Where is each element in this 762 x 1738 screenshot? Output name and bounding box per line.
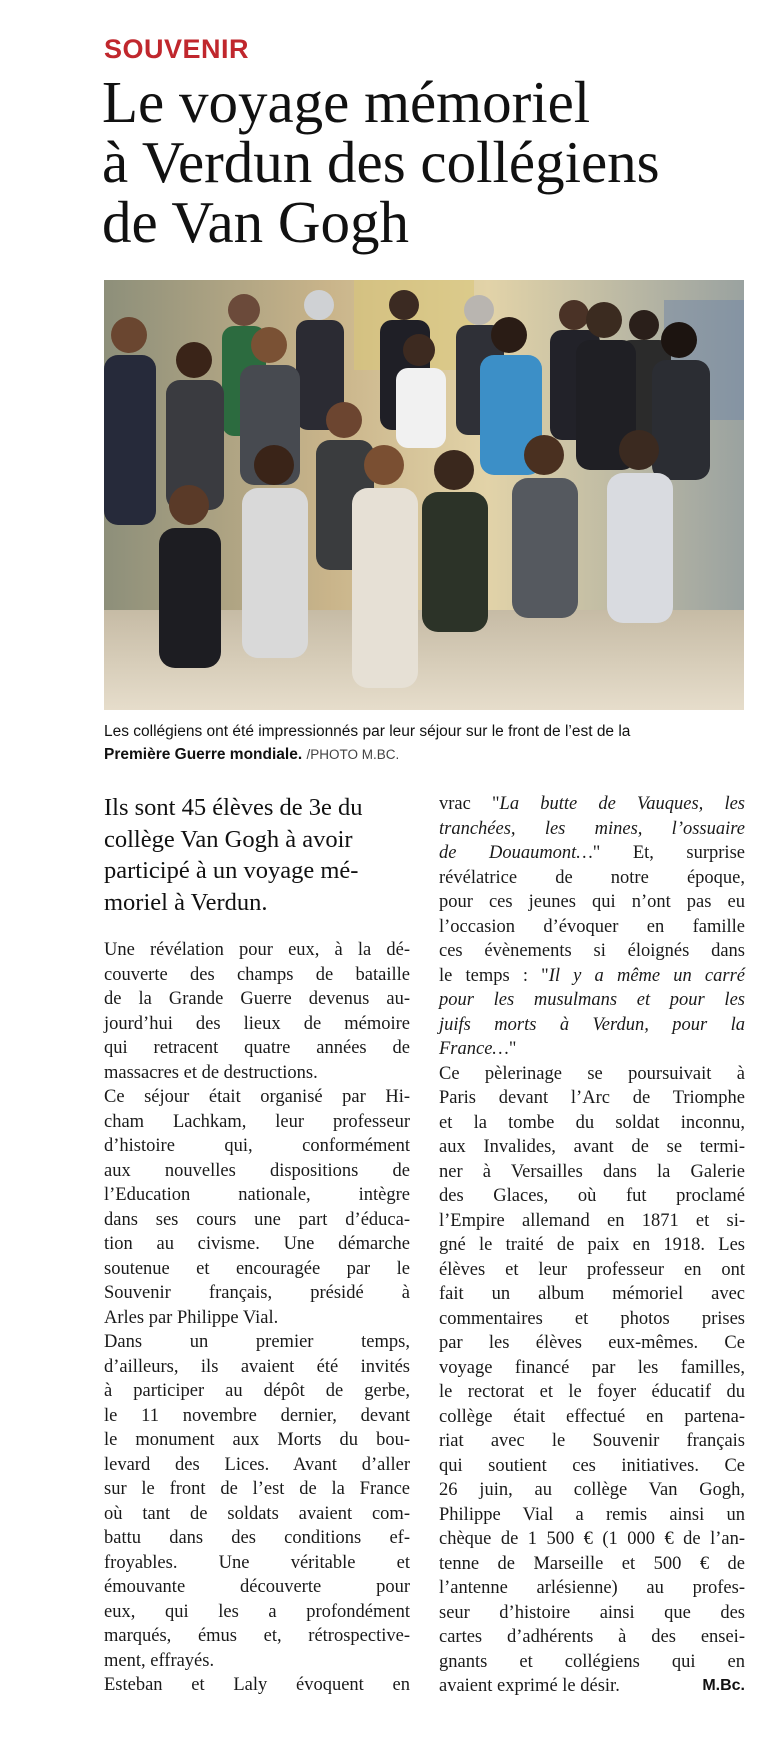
- body-line: [439, 1013, 745, 1038]
- body-line: où tant de soldats avaient com-: [104, 1503, 410, 1524]
- body-line: gnants et collégiens qui en: [439, 1651, 745, 1672]
- body-line: Esteban et Laly évoquent en: [104, 1675, 410, 1695]
- body-line: le monument aux Morts du bou-: [104, 1430, 410, 1450]
- article-headline: [102, 69, 742, 255]
- body-line: [439, 1037, 745, 1062]
- body-line: ces évènements si éloignés dans: [439, 941, 745, 961]
- body-line: cham Lachkam, leur professeur: [104, 1111, 410, 1132]
- lead-line: Ils sont 45 élèves de 3e du: [104, 794, 363, 821]
- quote-run: pour les musulmans et pour les: [439, 990, 745, 1010]
- body-line: Dans un premier temps,: [104, 1332, 410, 1352]
- body-line: sur le front de l’est de la France: [104, 1479, 410, 1499]
- body-line: d’ailleurs, ils avaient été invités: [104, 1356, 410, 1377]
- body-line: [439, 792, 745, 817]
- body-line: eux, qui les a profondément: [104, 1601, 410, 1622]
- body-line: jourd’hui des lieux de mémoire: [104, 1013, 410, 1034]
- text-run: " Et, surprise: [592, 843, 745, 863]
- body-line: des Glaces, où fut proclamé: [439, 1186, 745, 1206]
- body-line: seur d’histoire ainsi que des: [439, 1602, 745, 1623]
- lead-line: moriel à Verdun.: [104, 888, 268, 916]
- body-line: marqués, émus et, rétrospective-: [104, 1626, 410, 1646]
- body-line: cartes d’adhérents à des ensei-: [439, 1627, 745, 1647]
- group-photo-illustration: [104, 280, 744, 710]
- lead-line: participé à un voyage mé-: [104, 857, 359, 884]
- body-line: voyage financé par les familles,: [439, 1357, 745, 1378]
- body-line: l’occasion d’évoquer en famille: [439, 916, 745, 937]
- body-line: fait un album mémoriel avec: [439, 1284, 745, 1304]
- text-run: avaient exprimé le désir.: [439, 1676, 620, 1696]
- body-line: [439, 964, 745, 989]
- article-column-left: [104, 792, 410, 1698]
- body-line: levard des Lices. Avant d’aller: [104, 1454, 410, 1475]
- body-line: révélatrice de notre époque,: [439, 867, 745, 888]
- photo-caption: [104, 720, 744, 766]
- body-line: ment, effrayés.: [104, 1650, 215, 1671]
- headline-line: de Van Gogh: [102, 189, 409, 255]
- body-line-last: [439, 1674, 745, 1699]
- quote-run: de Douaumont…: [439, 843, 593, 863]
- body-line: riat avec le Souvenir français: [439, 1431, 745, 1451]
- quote-run: juifs morts à Verdun, pour la: [439, 1014, 745, 1035]
- body-line: le rectorat et le foyer éducatif du: [439, 1382, 745, 1402]
- body-line: chèque de 1 500 € (1 000 € de l’an-: [439, 1529, 745, 1549]
- body-line: l’Empire allemand en 1871 et si-: [439, 1210, 745, 1231]
- caption-bold: Première Guerre mondiale.: [104, 746, 303, 763]
- body-line: élèves et leur professeur en ont: [439, 1259, 745, 1280]
- caption-line-2: [104, 743, 744, 766]
- body-line: collège était effectué en partena-: [439, 1406, 745, 1427]
- body-line: gné le traité de paix en 1918. Les: [439, 1235, 745, 1255]
- body-line: soutenue et encouragée par le: [104, 1258, 410, 1279]
- lead-line: collège Van Gogh à avoir: [104, 825, 353, 853]
- body-line: froyables. Une véritable et: [104, 1552, 410, 1573]
- text-run: le temps : ": [439, 965, 549, 986]
- body-line: Ce pèlerinage se poursuivait à: [439, 1063, 745, 1084]
- body-line: Paris devant l’Arc de Triomphe: [439, 1088, 745, 1108]
- body-line: à participer au dépôt de gerbe,: [104, 1381, 410, 1401]
- group-photo: [104, 280, 744, 710]
- body-line: aux Invalides, avant de se termi-: [439, 1137, 745, 1157]
- body-line: Arles par Philippe Vial.: [104, 1307, 279, 1328]
- article-column-right: [439, 792, 745, 1699]
- body-line: couverte des champs de bataille: [104, 964, 410, 985]
- body-line: qui soutient ces initiatives. Ce: [439, 1455, 745, 1476]
- body-line: Une révélation pour eux, à la dé-: [104, 940, 410, 960]
- body-line: ner à Versailles dans la Galerie: [439, 1161, 745, 1182]
- caption-line: Les collégiens ont été impressionnés par leur séjour sur le front de l’est de la: [104, 723, 631, 740]
- text-run: vrac ": [439, 794, 500, 814]
- body-line: émouvante découverte pour: [104, 1577, 410, 1597]
- body-line: battu dans des conditions ef-: [104, 1528, 410, 1548]
- body-line: Ce séjour était organisé par Hi-: [104, 1087, 410, 1107]
- body-line: tion au civisme. Une démarche: [104, 1234, 410, 1254]
- body-line: qui retracent quatre années de: [104, 1038, 410, 1058]
- section-kicker: SOUVENIR: [104, 34, 250, 64]
- body-line: [439, 841, 745, 866]
- body-line: Philippe Vial a remis ainsi un: [439, 1504, 745, 1525]
- quote-run: France…: [439, 1039, 509, 1059]
- author-signature: M.Bc.: [702, 1677, 745, 1694]
- quote-run: La butte de Vauques, les: [499, 794, 745, 814]
- body-line: le 11 novembre dernier, devant: [104, 1405, 410, 1426]
- body-text-left: [104, 938, 410, 1698]
- body-line: [439, 988, 745, 1013]
- body-text-right: [439, 792, 745, 1699]
- body-line: [439, 817, 745, 842]
- body-line: l’antenne arlésienne) au profes-: [439, 1578, 745, 1598]
- photo-credit: /PHOTO M.BC.: [306, 747, 400, 762]
- body-line: dans ses cours une part d’éduca-: [104, 1209, 410, 1230]
- body-line: et la tombe du soldat inconnu,: [439, 1112, 745, 1133]
- body-line: Souvenir français, présidé à: [104, 1283, 410, 1303]
- article-lead: [104, 792, 410, 918]
- headline-line: à Verdun des collégiens: [102, 129, 660, 195]
- headline-line: Le voyage mémoriel: [102, 69, 591, 135]
- body-line: commentaires et photos prises: [439, 1308, 745, 1329]
- body-line: de la Grande Guerre devenus au-: [104, 989, 410, 1009]
- body-line: tenne de Marseille et 500 € de: [439, 1553, 745, 1574]
- body-line: d’histoire qui, conformément: [104, 1136, 410, 1156]
- quote-run: Il y a même un carré: [548, 965, 745, 986]
- body-line: l’Education nationale, intègre: [104, 1185, 410, 1205]
- quote-run: tranchées, les mines, l’ossuaire: [439, 818, 745, 839]
- body-line: pour ces jeunes qui n’ont pas eu: [439, 892, 745, 912]
- text-run: ": [508, 1039, 517, 1059]
- body-line: 26 juin, au collège Van Gogh,: [439, 1480, 745, 1500]
- body-line: massacres et de destructions.: [104, 1062, 318, 1083]
- body-line: aux nouvelles dispositions de: [104, 1160, 410, 1181]
- body-line: par les élèves eux-mêmes. Ce: [439, 1333, 745, 1353]
